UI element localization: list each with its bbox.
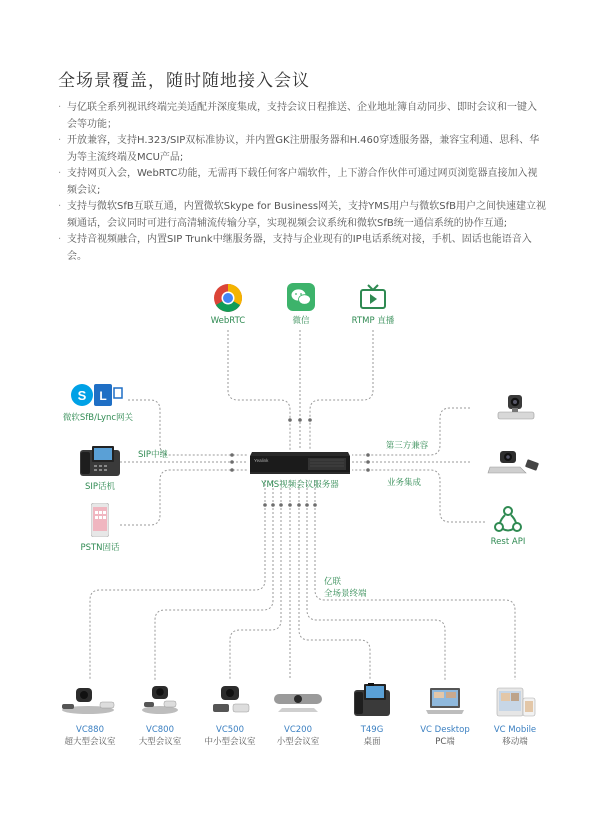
- feature-item: · 支持音视频融合，内置SIP Trunk中继服务器，支持与企业现有的IP电话系统对接，手机、固话也能语音入会。: [58, 232, 546, 265]
- mobile-tablet-icon: [493, 684, 539, 718]
- server-brand: Yealink: [254, 458, 269, 463]
- ip-phone-icon: [78, 444, 122, 478]
- yealink-label: 亿联: [324, 577, 342, 587]
- feature-item: · 开放兼容，支持H.323/SIP双标准协议，并内置GK注册服务器和H.460穿透服务器，兼容宝利通、思科、华为等主流终端及MCU产品;: [58, 133, 546, 166]
- webrtc-label: WebRTC: [210, 316, 246, 326]
- live-stream-icon: [359, 283, 387, 311]
- api-network-icon: [493, 505, 523, 535]
- terminal-name: VC Desktop: [420, 725, 470, 735]
- skype-lync-icon: [68, 380, 126, 410]
- third-party-camera-1: [492, 390, 538, 422]
- line-vc800: [155, 480, 273, 680]
- chrome-icon: [213, 283, 243, 313]
- vc200-device-icon: [272, 686, 324, 714]
- terminal-desc: 小型会议室: [276, 737, 320, 747]
- terminal-vc-desktop: [424, 686, 466, 716]
- terminal-name: VC200: [284, 725, 312, 735]
- feature-item: · 支持与微软SfB互联互通，内置微软Skype for Business网关，支持YMS用户与微软SfB用户之间快速建立视频通话，会议同时可进行高清辅流传输分享，实现视频会议系统和微软SfB统一通信系统的协作互通;: [58, 199, 546, 232]
- wechat-label: 微信: [292, 316, 310, 326]
- mobile-phone-icon: [91, 503, 109, 537]
- terminal-desc: PC端: [435, 737, 455, 747]
- line-pstn: [120, 470, 248, 525]
- terminal-name: VC880: [76, 725, 104, 735]
- page-title: 全场景覆盖，随时随地接入会议: [58, 71, 310, 91]
- terminal-desc: 大型会议室: [138, 737, 182, 747]
- webrtc-node: [213, 283, 243, 313]
- svg-text:L: L: [99, 389, 107, 403]
- pstn-label: PSTN固话: [80, 543, 120, 553]
- sip-trunk-label: SIP中继: [137, 450, 169, 460]
- line-rtmp: [310, 330, 373, 450]
- terminal-name: VC500: [216, 725, 244, 735]
- terminal-desc: 移动端: [502, 737, 528, 747]
- terminal-name: T49G: [360, 725, 384, 735]
- terminal-vc-mobile: [493, 684, 539, 718]
- line-sfb: [128, 400, 248, 455]
- terminal-name: VC800: [146, 725, 174, 735]
- third-party-label: 第三方兼容: [385, 441, 429, 451]
- polycom-system-icon: [492, 390, 538, 422]
- line-webrtc: [228, 330, 290, 450]
- terminal-desc: 超大型会议室: [64, 737, 116, 747]
- all-scenario-terminal-label: 全场景终端: [324, 589, 367, 599]
- wechat-icon: [287, 283, 315, 311]
- rest-api-label: Rest API: [490, 537, 526, 547]
- feature-item: · 与亿联全系列视讯终端完美适配并深度集成，支持会议日程推送、企业地址簿自动同步、即时会议和一键入会等功能；: [58, 100, 546, 133]
- business-label: 业务集成: [386, 478, 421, 488]
- vc500-device-icon: [209, 682, 253, 716]
- svg-text:S: S: [77, 388, 87, 403]
- laptop-icon: [424, 686, 466, 716]
- feature-item: · 支持网页入会，WebRTC功能，无需再下载任何客户端软件，上下游合作伙伴可通过网页浏览器直接加入视频会议;: [58, 166, 546, 199]
- sip-phone-label: SIP话机: [84, 482, 116, 492]
- vc800-device-icon: [138, 682, 182, 716]
- rtmp-label: RTMP 直播: [351, 316, 395, 326]
- terminal-vc800: [138, 682, 182, 716]
- terminal-desc: 桌面: [363, 737, 381, 747]
- feature-list: [58, 100, 546, 265]
- terminal-t49g: [352, 682, 392, 718]
- yms-server: [248, 448, 352, 478]
- third-party-camera-2: [486, 445, 540, 475]
- terminal-desc: 中小型会议室: [204, 737, 256, 747]
- server-icon: [248, 448, 352, 478]
- terminal-vc880: [58, 682, 122, 716]
- terminal-vc200: [272, 686, 324, 714]
- wechat-node: [287, 283, 315, 311]
- server-label: YMS视频会议服务器: [261, 480, 339, 490]
- sip-phone-node: [78, 444, 122, 478]
- pstn-node: [91, 503, 109, 537]
- vc880-device-icon: [58, 682, 122, 716]
- rest-api-node: [493, 505, 523, 535]
- sfb-label: 微软SfB/Lync网关: [62, 413, 134, 423]
- terminal-name: VC Mobile: [493, 725, 537, 735]
- sfb-node: [68, 380, 126, 410]
- rtmp-node: [359, 283, 387, 311]
- line-vc880: [90, 480, 265, 680]
- cisco-system-icon: [486, 445, 540, 475]
- terminal-vc500: [209, 682, 253, 716]
- line-vc500: [230, 480, 281, 680]
- t49g-phone-icon: [352, 682, 392, 718]
